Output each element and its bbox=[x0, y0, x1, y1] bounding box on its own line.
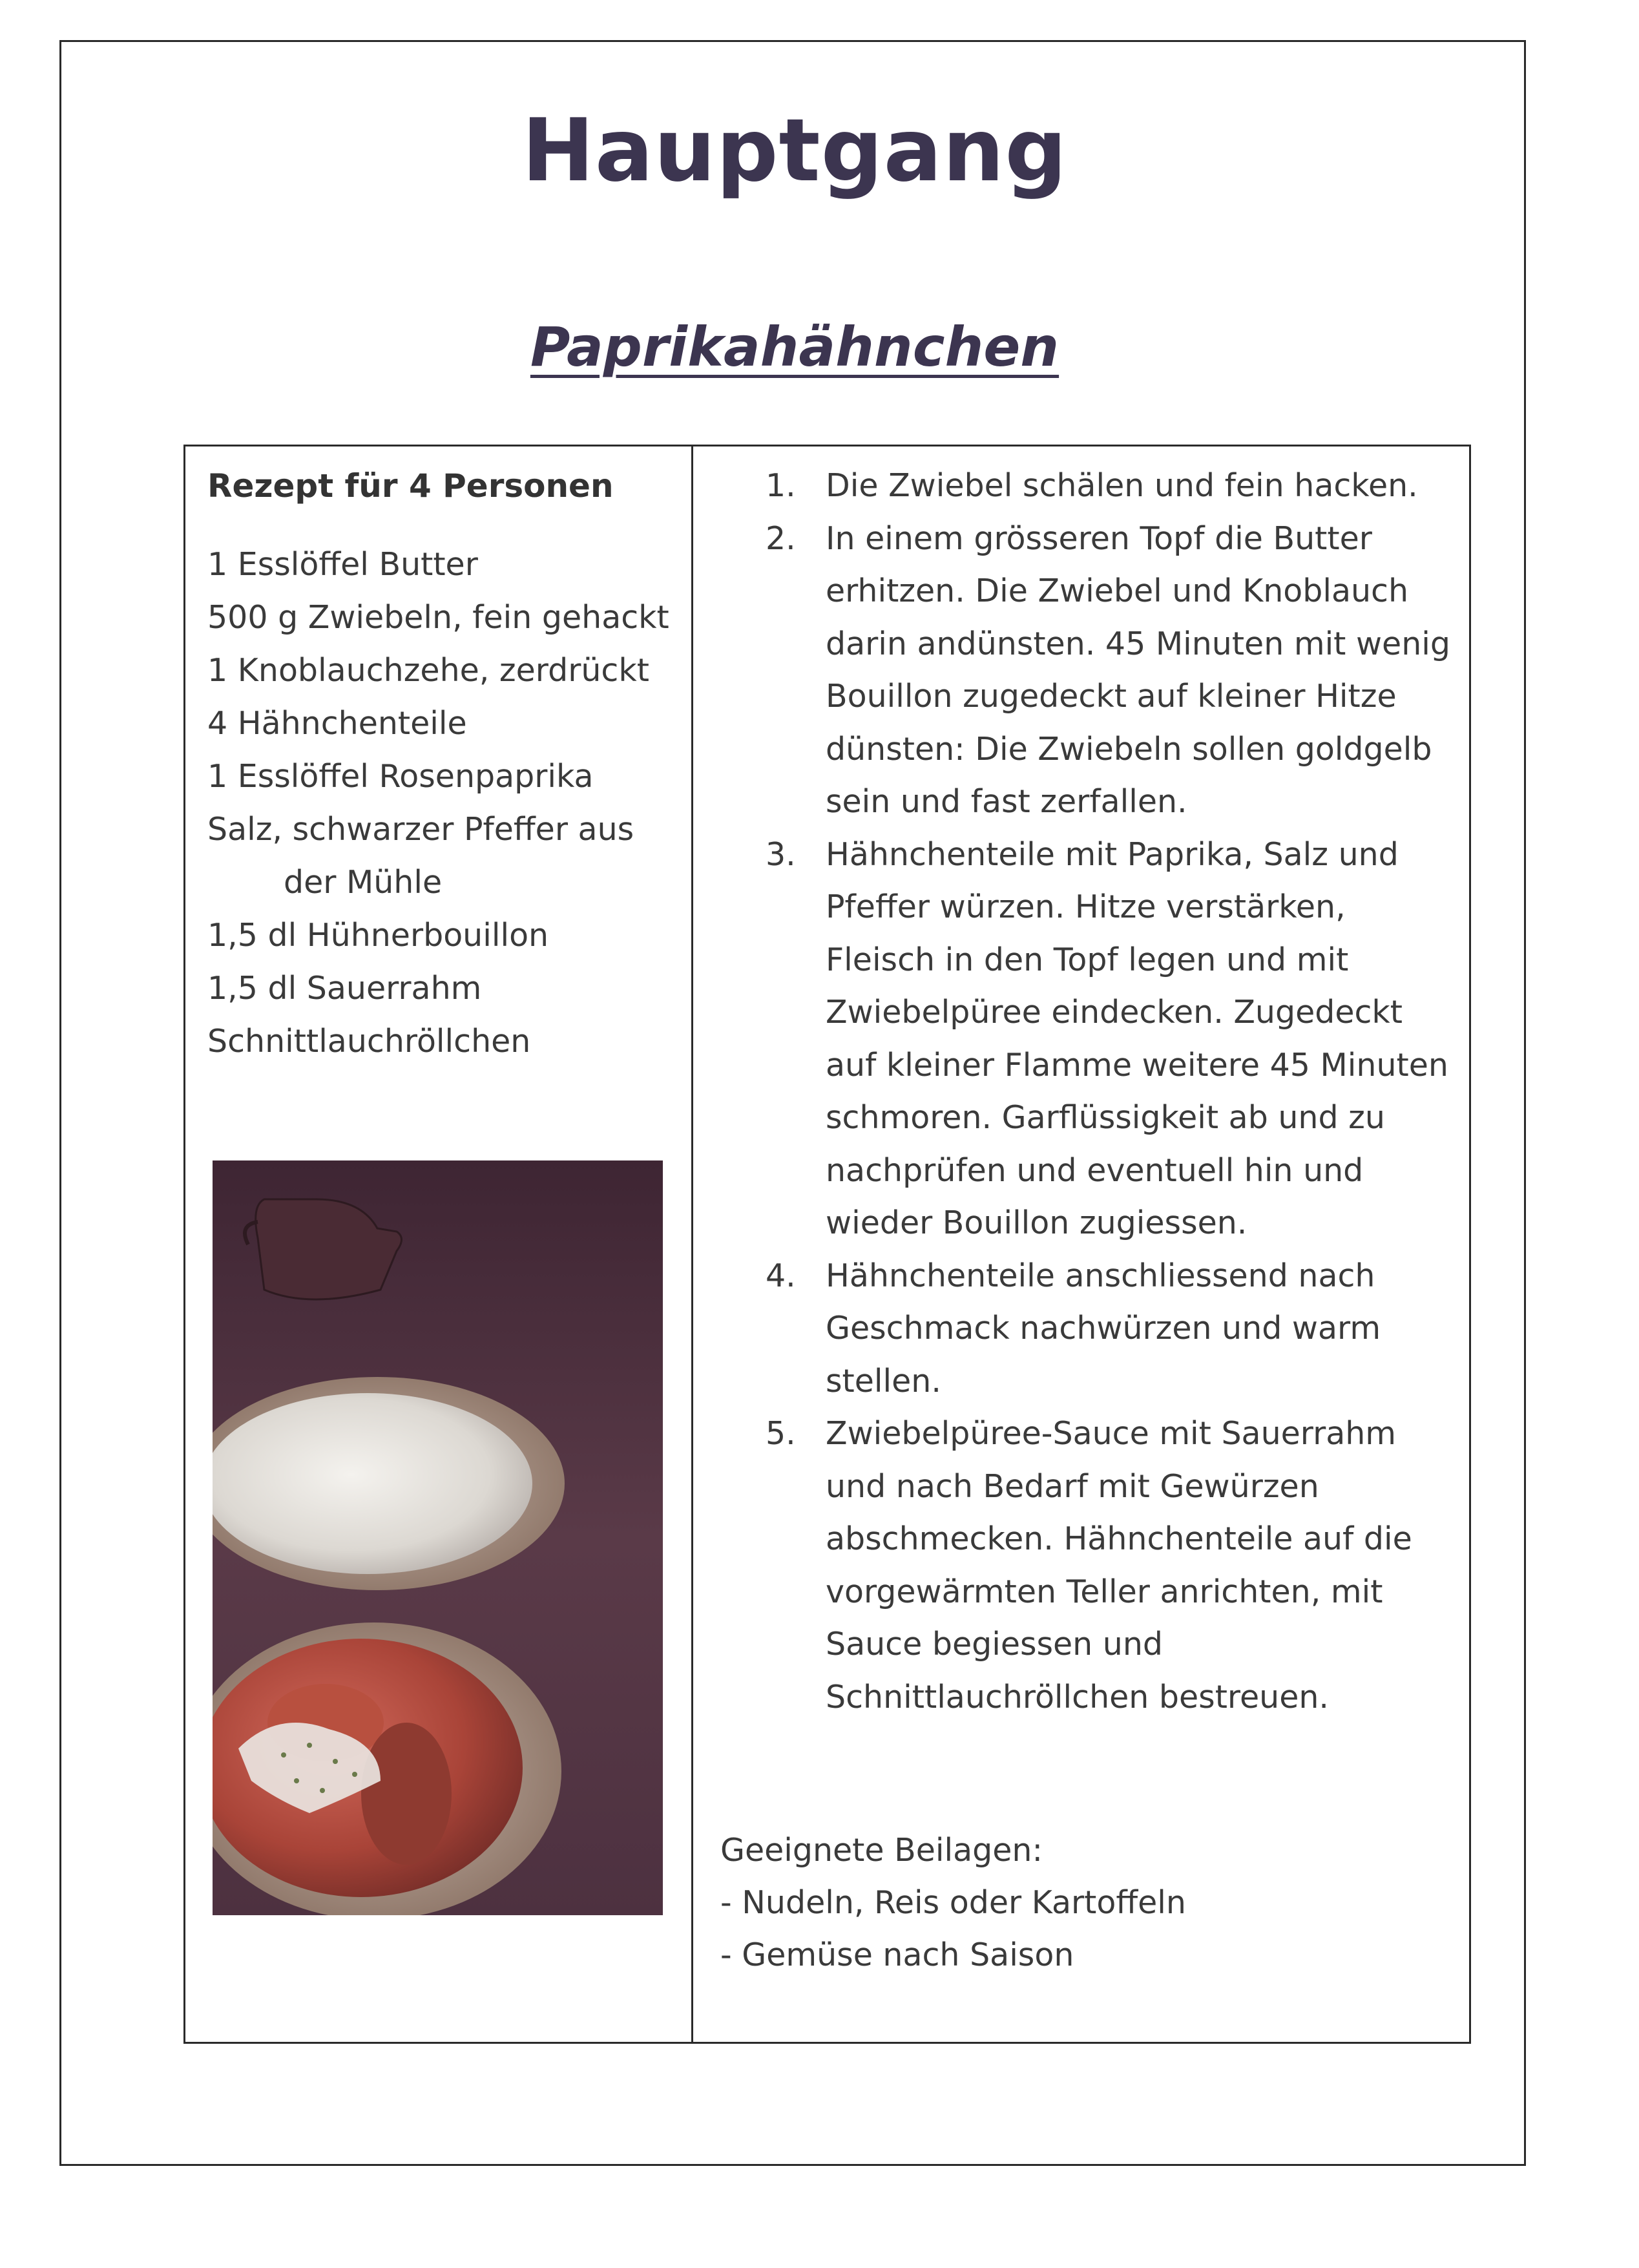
step-number: 5. bbox=[766, 1415, 796, 1452]
ingredient-item: Salz, schwarzer Pfeffer aus bbox=[207, 811, 634, 848]
step-text: Zwiebelpüree-Sauce mit Sauerrahm und nach Bedarf mit Gewürzen abschmecken. Hähnchenteile auf die vorgewärmten Teller anrichten, mit Sauce begiessen und Schnittlauchröllchen bestreuen. bbox=[826, 1415, 1412, 1716]
food-photo-image bbox=[213, 1160, 663, 1915]
step-number: 2. bbox=[766, 520, 796, 557]
step-text: Hähnchenteile mit Paprika, Salz und Pfeffer würzen. Hitze verstärken, Fleisch in den Topf legen und mit Zwiebelpüree eindecken. Zugedeckt auf kleiner Flamme weitere 45 Minuten schmoren. Garflüssigkeit ab und zu nachprüfen und eventuell hin und wieder Bouillon zugiessen. bbox=[826, 835, 1448, 1241]
step-text: Hähnchenteile anschliessend nach Geschmack nachwürzen und warm stellen. bbox=[826, 1257, 1381, 1400]
instructions-column bbox=[720, 459, 1454, 1981]
column-divider bbox=[691, 446, 693, 2042]
step-number: 4. bbox=[766, 1257, 796, 1294]
ingredient-item: 500 g Zwiebeln, fein gehackt bbox=[207, 599, 669, 636]
side-dish-item: - Gemüse nach Saison bbox=[720, 1937, 1074, 1973]
step-item bbox=[720, 828, 1454, 1250]
step-item bbox=[720, 459, 1454, 512]
ingredient-item: 1 Esslöffel Rosenpaprika bbox=[207, 758, 594, 795]
step-item bbox=[720, 1407, 1454, 1723]
ingredient-item: 1,5 dl Hühnerbouillon bbox=[207, 917, 549, 954]
step-number: 3. bbox=[766, 835, 796, 873]
ingredients-column bbox=[207, 459, 685, 1068]
ingredients-heading: Rezept für 4 Personen bbox=[207, 467, 614, 505]
step-text: Die Zwiebel schälen und fein hacken. bbox=[826, 467, 1418, 504]
recipe-table bbox=[183, 445, 1471, 2044]
ingredient-item: 4 Hähnchenteile bbox=[207, 705, 467, 742]
ingredient-item: 1 Esslöffel Butter bbox=[207, 546, 478, 583]
ingredient-item-indent: der Mühle bbox=[284, 864, 443, 901]
ingredient-item: Schnittlauchröllchen bbox=[207, 1023, 531, 1060]
page-title: Hauptgang bbox=[521, 100, 1068, 201]
steps-list bbox=[720, 459, 1454, 1723]
food-photo bbox=[213, 1160, 663, 1915]
ingredient-item: 1 Knoblauchzehe, zerdrückt bbox=[207, 652, 649, 689]
recipe-title: Paprikahähnchen bbox=[530, 315, 1060, 379]
ingredient-item-continued bbox=[207, 856, 685, 909]
ingredient-item: 1,5 dl Sauerrahm bbox=[207, 970, 482, 1007]
side-dishes bbox=[720, 1824, 1454, 1981]
step-text: In einem grösseren Topf die Butter erhitzen. Die Zwiebel und Knoblauch darin andünsten. 45 Minuten mit wenig Bouillon zugedeckt auf kleiner Hitze dünsten: Die Zwiebeln sollen goldgelb sein und fast zerfallen. bbox=[826, 520, 1450, 820]
step-item bbox=[720, 1250, 1454, 1408]
side-dish-item: - Nudeln, Reis oder Kartoffeln bbox=[720, 1884, 1186, 1921]
side-dishes-heading: Geeignete Beilagen: bbox=[720, 1832, 1043, 1869]
ingredients-list bbox=[207, 538, 685, 1068]
step-item bbox=[720, 512, 1454, 828]
step-number: 1. bbox=[766, 467, 796, 504]
